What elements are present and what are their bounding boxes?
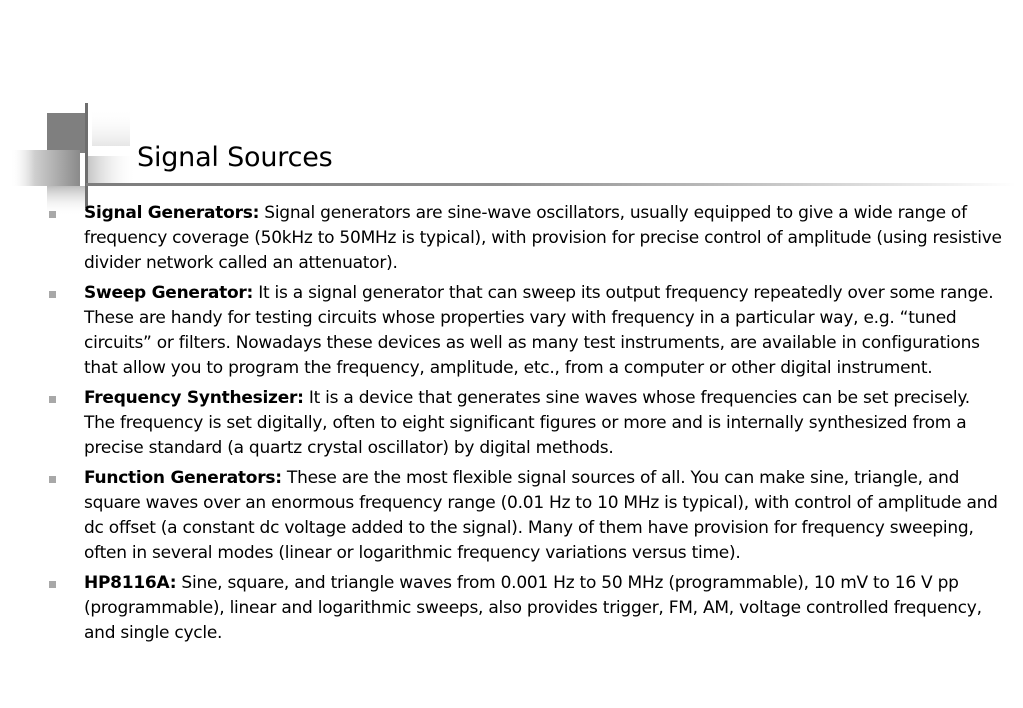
- bullet-list: [0, 201, 1023, 651]
- bullet-item-sweep-generator: [0, 281, 1023, 381]
- bullet-term: Function Generators:: [84, 468, 282, 488]
- decorative-squares-graphic: [0, 0, 160, 230]
- square-bullet-icon: [49, 396, 56, 403]
- square-bullet-icon: [49, 291, 56, 298]
- square-bullet-icon: [49, 581, 56, 588]
- square-bullet-icon: [49, 211, 56, 218]
- bullet-term: Signal Generators:: [84, 203, 260, 223]
- bullet-item-frequency-synthesizer: [0, 386, 1023, 461]
- bullet-item-hp8116a: [0, 571, 1023, 646]
- bullet-text: These are the most flexible signal sources of all. You can make sine, triangle, and square waves over an enormous frequency range (0.01 Hz to 10 MHz is typical), with control of amplitude and dc offset (a constant dc voltage added to the signal). Many of them have provision for frequency sweeping, often in several modes (linear or logarithmic frequency variations versus time).: [84, 468, 998, 563]
- bullet-text: It is a signal generator that can sweep its output frequency repeatedly over some range. These are handy for testing circuits whose properties vary with frequency in a particular way, e.g. “tuned circuits” or filters. Nowadays these devices as well as many test instruments, are available in configurations that allow you to program the frequency, amplitude, etc., from a computer or other digital instrument.: [84, 283, 994, 378]
- bullet-item-function-generators: [0, 466, 1023, 566]
- square-bullet-icon: [49, 476, 56, 483]
- bullet-text: It is a device that generates sine waves whose frequencies can be set precisely. The frequency is set digitally, often to eight significant figures or more and is internally synthesized from a precise standard (a quartz crystal oscillator) by digital methods.: [84, 388, 970, 458]
- bullet-term: HP8116A:: [84, 573, 177, 593]
- slide-title: Signal Sources: [137, 142, 333, 173]
- title-underline: [86, 183, 1016, 186]
- bullet-text: Signal generators are sine-wave oscillators, usually equipped to give a wide range of frequency coverage (50kHz to 50MHz is typical), with provision for precise control of amplitude (using resistive divider network called an attenuator).: [84, 203, 1002, 273]
- bullet-item-signal-generators: [0, 201, 1023, 276]
- bullet-term: Sweep Generator:: [84, 283, 254, 303]
- bullet-text: Sine, square, and triangle waves from 0.001 Hz to 50 MHz (programmable), 10 mV to 16 V pp (programmable), linear and logarithmic sweeps, also provides trigger, FM, AM, voltage controlled frequency, and single cycle.: [84, 573, 982, 643]
- bullet-term: Frequency Synthesizer:: [84, 388, 304, 408]
